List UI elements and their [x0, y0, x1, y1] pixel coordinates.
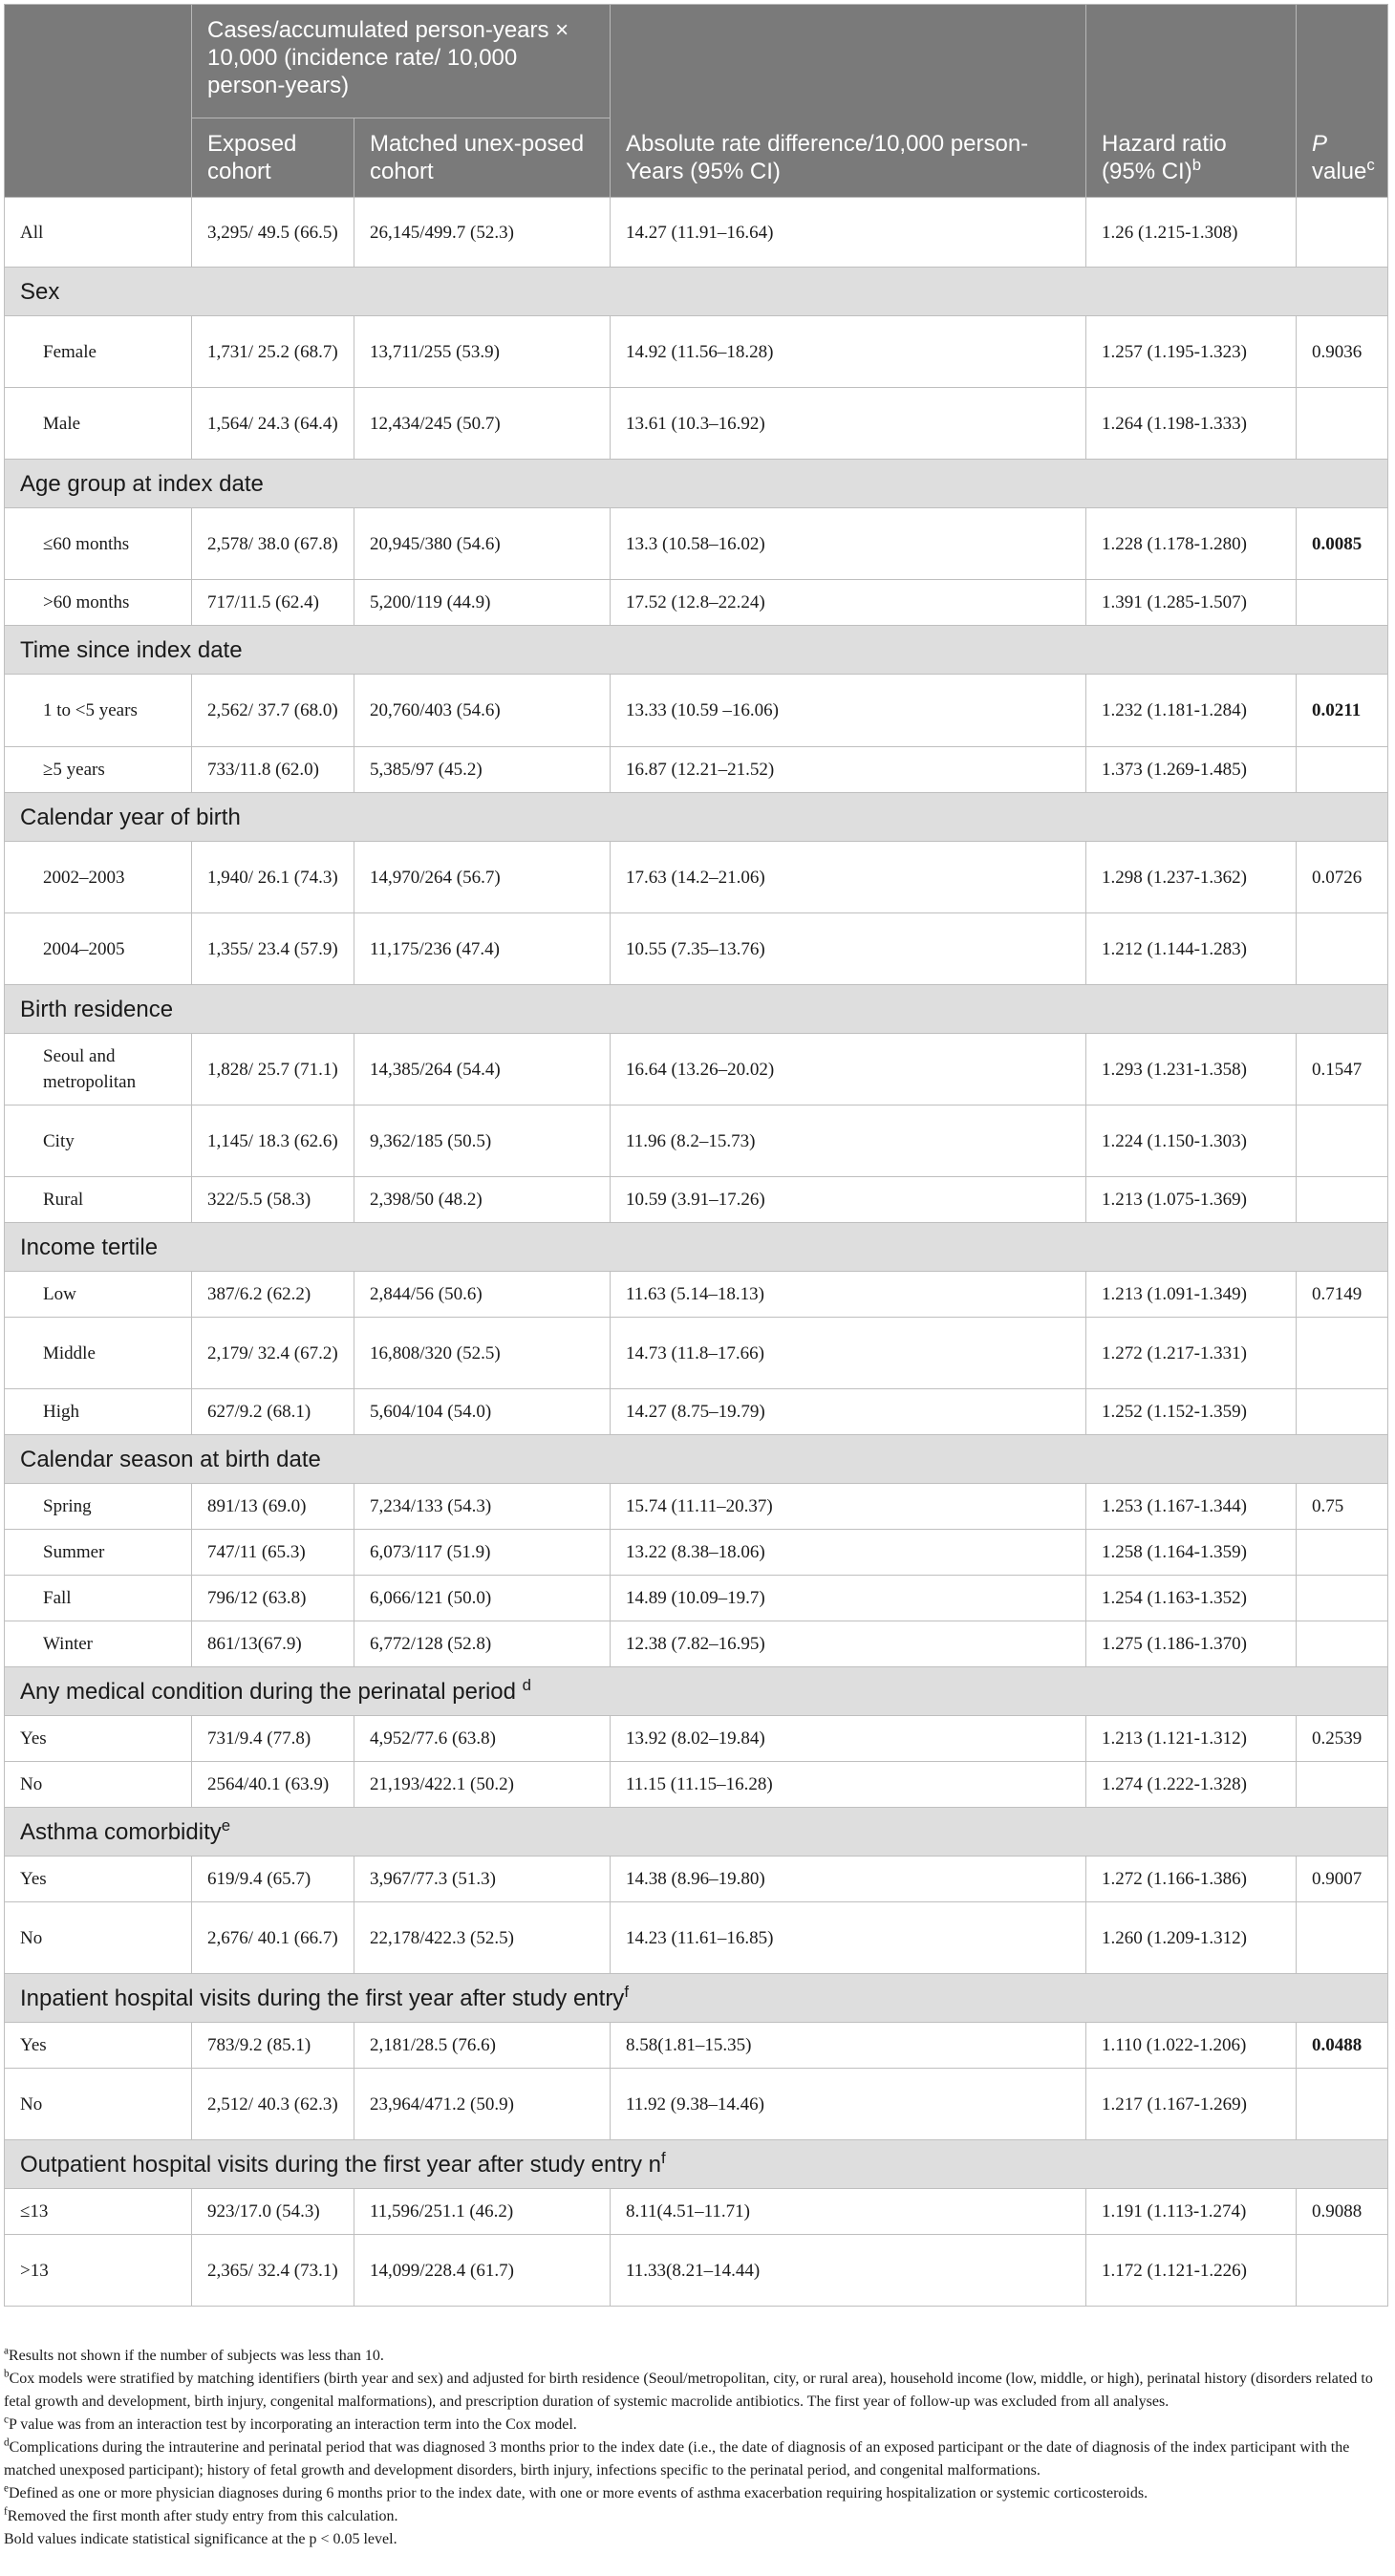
cell-p-value: 0.7149 — [1297, 1272, 1388, 1318]
cell-unexposed: 23,964/471.2 (50.9) — [354, 2069, 611, 2140]
cell-p-value — [1297, 1318, 1388, 1389]
cell-p-value — [1297, 1106, 1388, 1177]
table-row — [5, 1484, 1388, 1530]
cell-exposed: 2,562/ 37.7 (68.0) — [192, 675, 354, 747]
cell-p-value: 0.0211 — [1297, 675, 1388, 747]
header-hazard-ratio: Hazard ratio (95% CI)$^b$ — [1086, 5, 1297, 198]
cell-hazard-ratio: 1.232 (1.181-1.284) — [1086, 675, 1297, 747]
cell-p-value — [1297, 1389, 1388, 1435]
cell-unexposed: 5,200/119 (44.9) — [354, 580, 611, 626]
footnote: $^c$P value was from an interaction test by incorporating an interaction term into the Cox model. — [4, 2414, 577, 2433]
cell-hazard-ratio: 1.252 (1.152-1.359) — [1086, 1389, 1297, 1435]
section-row — [5, 1808, 1388, 1857]
cell-unexposed: 3,967/77.3 (51.3) — [354, 1857, 611, 1902]
table-row — [5, 2069, 1388, 2140]
cell-hazard-ratio: 1.264 (1.198-1.333) — [1086, 388, 1297, 460]
cell-exposed: 861/13(67.9) — [192, 1621, 354, 1667]
cell-unexposed: 22,178/422.3 (52.5) — [354, 1902, 611, 1974]
footnote: $^b$Cox models were stratified by matching identifiers (birth year and sex) and adjusted for birth residence (Seoul/metropolitan, city, or rural area), household income (low, middle, or high), perinatal history (disorders related to fetal growth and development, birth injury, congenital malformations), and prescription duration of systemic macrolide antibiotics. The first year of follow-up was excluded from all analyses. — [4, 2368, 1373, 2410]
cell-label: Male — [5, 388, 192, 460]
cell-absolute-rate-difference: 14.73 (11.8–17.66) — [611, 1318, 1086, 1389]
table-row — [5, 1318, 1388, 1389]
cell-unexposed: 13,711/255 (53.9) — [354, 316, 611, 388]
cell-p-value — [1297, 1621, 1388, 1667]
cell-absolute-rate-difference: 13.61 (10.3–16.92) — [611, 388, 1086, 460]
cell-hazard-ratio: 1.258 (1.164-1.359) — [1086, 1530, 1297, 1576]
cell-p-value — [1297, 580, 1388, 626]
cell-unexposed: 12,434/245 (50.7) — [354, 388, 611, 460]
table-row — [5, 1902, 1388, 1974]
cell-hazard-ratio: 1.228 (1.178-1.280) — [1086, 508, 1297, 580]
cell-label: Seoul and metropolitan — [5, 1034, 192, 1106]
cell-absolute-rate-difference: 11.96 (8.2–15.73) — [611, 1106, 1086, 1177]
table-row — [5, 1389, 1388, 1435]
cell-exposed: 783/9.2 (85.1) — [192, 2023, 354, 2069]
cell-label: 2002–2003 — [5, 842, 192, 913]
cell-unexposed: 14,970/264 (56.7) — [354, 842, 611, 913]
section-title: Sex — [5, 268, 1388, 316]
cell-unexposed: 9,362/185 (50.5) — [354, 1106, 611, 1177]
section-title: Age group at index date — [5, 460, 1388, 508]
cell-label: Yes — [5, 2023, 192, 2069]
cell-p-value — [1297, 1902, 1388, 1974]
cell-absolute-rate-difference: 13.92 (8.02–19.84) — [611, 1716, 1086, 1762]
cell-absolute-rate-difference: 14.92 (11.56–18.28) — [611, 316, 1086, 388]
footnote: $^e$Defined as one or more physician diagnoses during 6 months prior to the index date, with one or more events of asthma exacerbation requiring hospitalization or systemic corticosteroids. — [4, 2482, 1148, 2501]
cell-unexposed: 2,181/28.5 (76.6) — [354, 2023, 611, 2069]
cell-label: Rural — [5, 1177, 192, 1223]
table-row — [5, 1716, 1388, 1762]
header-p-value: P value$^c$ — [1297, 5, 1388, 198]
table-row — [5, 1034, 1388, 1106]
header-unexposed-cohort: Matched unex-posed cohort — [354, 118, 611, 198]
results-table — [4, 4, 1388, 2307]
cell-label: >13 — [5, 2235, 192, 2307]
cell-unexposed: 6,772/128 (52.8) — [354, 1621, 611, 1667]
section-title: Calendar year of birth — [5, 793, 1388, 842]
cell-exposed: 2,676/ 40.1 (66.7) — [192, 1902, 354, 1974]
table-row — [5, 747, 1388, 793]
footnote: Bold values indicate statistical significance at the p < 0.05 level. — [4, 2531, 397, 2547]
cell-exposed: 619/9.4 (65.7) — [192, 1857, 354, 1902]
section-title: Any medical condition during the perinatal period $^d$ — [5, 1667, 1388, 1716]
cell-absolute-rate-difference: 17.63 (14.2–21.06) — [611, 842, 1086, 913]
cell-hazard-ratio: 1.213 (1.121-1.312) — [1086, 1716, 1297, 1762]
cell-exposed: 891/13 (69.0) — [192, 1484, 354, 1530]
cell-exposed: 3,295/ 49.5 (66.5) — [192, 198, 354, 268]
cell-absolute-rate-difference: 14.89 (10.09–19.7) — [611, 1576, 1086, 1621]
cell-unexposed: 16,808/320 (52.5) — [354, 1318, 611, 1389]
cell-hazard-ratio: 1.254 (1.163-1.352) — [1086, 1576, 1297, 1621]
table-row — [5, 1177, 1388, 1223]
cell-unexposed: 20,945/380 (54.6) — [354, 508, 611, 580]
header-exposed-cohort: Exposed cohort — [192, 118, 354, 198]
cell-label: High — [5, 1389, 192, 1435]
table-row — [5, 1762, 1388, 1808]
cell-absolute-rate-difference: 14.23 (11.61–16.85) — [611, 1902, 1086, 1974]
cell-unexposed: 5,385/97 (45.2) — [354, 747, 611, 793]
cell-absolute-rate-difference: 13.22 (8.38–18.06) — [611, 1530, 1086, 1576]
cell-hazard-ratio: 1.293 (1.231-1.358) — [1086, 1034, 1297, 1106]
cell-p-value — [1297, 1177, 1388, 1223]
cell-hazard-ratio: 1.212 (1.144-1.283) — [1086, 913, 1297, 985]
cell-unexposed: 2,398/50 (48.2) — [354, 1177, 611, 1223]
cell-exposed: 627/9.2 (68.1) — [192, 1389, 354, 1435]
cell-absolute-rate-difference: 8.11(4.51–11.71) — [611, 2189, 1086, 2235]
cell-unexposed: 6,066/121 (50.0) — [354, 1576, 611, 1621]
cell-p-value: 0.75 — [1297, 1484, 1388, 1530]
cell-hazard-ratio: 1.172 (1.121-1.226) — [1086, 2235, 1297, 2307]
table-row — [5, 1272, 1388, 1318]
cell-absolute-rate-difference: 15.74 (11.11–20.37) — [611, 1484, 1086, 1530]
cell-label: ≥5 years — [5, 747, 192, 793]
cell-exposed: 717/11.5 (62.4) — [192, 580, 354, 626]
section-row — [5, 985, 1388, 1034]
cell-absolute-rate-difference: 13.33 (10.59 –16.06) — [611, 675, 1086, 747]
section-row — [5, 626, 1388, 675]
table-row — [5, 2235, 1388, 2307]
cell-hazard-ratio: 1.191 (1.113-1.274) — [1086, 2189, 1297, 2235]
table-row — [5, 842, 1388, 913]
cell-absolute-rate-difference: 11.15 (11.15–16.28) — [611, 1762, 1086, 1808]
cell-exposed: 1,145/ 18.3 (62.6) — [192, 1106, 354, 1177]
cell-unexposed: 21,193/422.1 (50.2) — [354, 1762, 611, 1808]
cell-exposed: 2,179/ 32.4 (67.2) — [192, 1318, 354, 1389]
footnotes — [4, 2345, 1391, 2551]
cell-unexposed: 20,760/403 (54.6) — [354, 675, 611, 747]
cell-p-value — [1297, 1762, 1388, 1808]
cell-absolute-rate-difference: 13.3 (10.58–16.02) — [611, 508, 1086, 580]
cell-label: Female — [5, 316, 192, 388]
cell-absolute-rate-difference: 14.27 (8.75–19.79) — [611, 1389, 1086, 1435]
cell-unexposed: 5,604/104 (54.0) — [354, 1389, 611, 1435]
table-header — [5, 5, 1388, 198]
table-row — [5, 1857, 1388, 1902]
cell-exposed: 2,512/ 40.3 (62.3) — [192, 2069, 354, 2140]
header-blank — [5, 5, 192, 198]
section-title: Inpatient hospital visits during the first year after study entry$^f$ — [5, 1974, 1388, 2023]
cell-unexposed: 7,234/133 (54.3) — [354, 1484, 611, 1530]
cell-label: Yes — [5, 1716, 192, 1762]
cell-unexposed: 2,844/56 (50.6) — [354, 1272, 611, 1318]
cell-exposed: 1,355/ 23.4 (57.9) — [192, 913, 354, 985]
cell-exposed: 2564/40.1 (63.9) — [192, 1762, 354, 1808]
cell-exposed: 1,940/ 26.1 (74.3) — [192, 842, 354, 913]
footnote: $^f$Removed the first month after study entry from this calculation. — [4, 2505, 398, 2524]
cell-hazard-ratio: 1.26 (1.215-1.308) — [1086, 198, 1297, 268]
cell-hazard-ratio: 1.213 (1.091-1.349) — [1086, 1272, 1297, 1318]
section-title: Calendar season at birth date — [5, 1435, 1388, 1484]
cell-unexposed: 14,385/264 (54.4) — [354, 1034, 611, 1106]
cell-label: City — [5, 1106, 192, 1177]
cell-hazard-ratio: 1.391 (1.285-1.507) — [1086, 580, 1297, 626]
footnote: $^d$Complications during the intrauterine and perinatal period that was diagnosed 3 months prior to the index date (i.e., the date of diagnosis of an exposed participant or the date of diagnosis of the index participant with the matched unexposed participant); history of fetal growth and development disorders, birth injury, infections specific to the perinatal period, and congenital malformations. — [4, 2436, 1350, 2479]
cell-unexposed: 14,099/228.4 (61.7) — [354, 2235, 611, 2307]
cell-label: Fall — [5, 1576, 192, 1621]
cell-absolute-rate-difference: 12.38 (7.82–16.95) — [611, 1621, 1086, 1667]
cell-hazard-ratio: 1.253 (1.167-1.344) — [1086, 1484, 1297, 1530]
cell-p-value — [1297, 198, 1388, 268]
section-row — [5, 268, 1388, 316]
cell-absolute-rate-difference: 10.59 (3.91–17.26) — [611, 1177, 1086, 1223]
table-row — [5, 198, 1388, 268]
cell-p-value — [1297, 747, 1388, 793]
cell-hazard-ratio: 1.260 (1.209-1.312) — [1086, 1902, 1297, 1974]
cell-label: ≤60 months — [5, 508, 192, 580]
footnote: $^a$Results not shown if the number of subjects was less than 10. — [4, 2345, 384, 2364]
section-title: Birth residence — [5, 985, 1388, 1034]
header-row-1 — [5, 5, 1388, 118]
cell-absolute-rate-difference: 11.63 (5.14–18.13) — [611, 1272, 1086, 1318]
cell-hazard-ratio: 1.224 (1.150-1.303) — [1086, 1106, 1297, 1177]
cell-p-value: 0.9036 — [1297, 316, 1388, 388]
section-row — [5, 460, 1388, 508]
cell-label: No — [5, 2069, 192, 2140]
cell-hazard-ratio: 1.275 (1.186-1.370) — [1086, 1621, 1297, 1667]
table-row — [5, 580, 1388, 626]
cell-label: Winter — [5, 1621, 192, 1667]
table-row — [5, 508, 1388, 580]
cell-p-value: 0.0488 — [1297, 2023, 1388, 2069]
table-row — [5, 388, 1388, 460]
cell-unexposed: 4,952/77.6 (63.8) — [354, 1716, 611, 1762]
table-row — [5, 675, 1388, 747]
cell-p-value: 0.0726 — [1297, 842, 1388, 913]
table-row — [5, 316, 1388, 388]
cell-unexposed: 11,175/236 (47.4) — [354, 913, 611, 985]
cell-p-value: 0.1547 — [1297, 1034, 1388, 1106]
cell-absolute-rate-difference: 16.87 (12.21–21.52) — [611, 747, 1086, 793]
cell-exposed: 733/11.8 (62.0) — [192, 747, 354, 793]
cell-exposed: 387/6.2 (62.2) — [192, 1272, 354, 1318]
section-title: Time since index date — [5, 626, 1388, 675]
table-body — [5, 198, 1388, 2307]
section-title: Asthma comorbidity$^e$ — [5, 1808, 1388, 1857]
cell-p-value — [1297, 2069, 1388, 2140]
cell-label: >60 months — [5, 580, 192, 626]
cell-hazard-ratio: 1.373 (1.269-1.485) — [1086, 747, 1297, 793]
cell-label: Summer — [5, 1530, 192, 1576]
cell-p-value: 0.2539 — [1297, 1716, 1388, 1762]
cell-exposed: 796/12 (63.8) — [192, 1576, 354, 1621]
table-row — [5, 2189, 1388, 2235]
section-row — [5, 2140, 1388, 2189]
cell-hazard-ratio: 1.274 (1.222-1.328) — [1086, 1762, 1297, 1808]
section-row — [5, 1435, 1388, 1484]
cell-absolute-rate-difference: 17.52 (12.8–22.24) — [611, 580, 1086, 626]
cell-p-value — [1297, 388, 1388, 460]
cell-hazard-ratio: 1.298 (1.237-1.362) — [1086, 842, 1297, 913]
cell-exposed: 1,828/ 25.7 (71.1) — [192, 1034, 354, 1106]
cell-exposed: 747/11 (65.3) — [192, 1530, 354, 1576]
cell-hazard-ratio: 1.213 (1.075-1.369) — [1086, 1177, 1297, 1223]
cell-unexposed: 11,596/251.1 (46.2) — [354, 2189, 611, 2235]
section-title: Outpatient hospital visits during the first year after study entry $n^f$ — [5, 2140, 1388, 2189]
cell-label: ≤13 — [5, 2189, 192, 2235]
section-row — [5, 1974, 1388, 2023]
cell-label: Yes — [5, 1857, 192, 1902]
cell-hazard-ratio: 1.272 (1.217-1.331) — [1086, 1318, 1297, 1389]
cell-label: All — [5, 198, 192, 268]
cell-label: Spring — [5, 1484, 192, 1530]
cell-hazard-ratio: 1.272 (1.166-1.386) — [1086, 1857, 1297, 1902]
cell-label: Low — [5, 1272, 192, 1318]
cell-hazard-ratio: 1.257 (1.195-1.323) — [1086, 316, 1297, 388]
cell-exposed: 731/9.4 (77.8) — [192, 1716, 354, 1762]
cell-p-value: 0.9007 — [1297, 1857, 1388, 1902]
cell-p-value — [1297, 1530, 1388, 1576]
section-title: Income tertile — [5, 1223, 1388, 1272]
table-row — [5, 1530, 1388, 1576]
cell-absolute-rate-difference: 14.38 (8.96–19.80) — [611, 1857, 1086, 1902]
cell-absolute-rate-difference: 11.92 (9.38–14.46) — [611, 2069, 1086, 2140]
cell-label: 1 to <5 years — [5, 675, 192, 747]
cell-p-value — [1297, 1576, 1388, 1621]
cell-label: No — [5, 1762, 192, 1808]
cell-exposed: 1,731/ 25.2 (68.7) — [192, 316, 354, 388]
section-row — [5, 1223, 1388, 1272]
header-group-cases: Cases/accumulated person-years × 10,000 (incidence rate/ 10,000 person-years) — [192, 5, 611, 118]
cell-exposed: 2,365/ 32.4 (73.1) — [192, 2235, 354, 2307]
cell-p-value — [1297, 2235, 1388, 2307]
cell-absolute-rate-difference: 8.58(1.81–15.35) — [611, 2023, 1086, 2069]
cell-absolute-rate-difference: 14.27 (11.91–16.64) — [611, 198, 1086, 268]
cell-hazard-ratio: 1.217 (1.167-1.269) — [1086, 2069, 1297, 2140]
cell-label: No — [5, 1902, 192, 1974]
cell-label: 2004–2005 — [5, 913, 192, 985]
section-row — [5, 793, 1388, 842]
cell-p-value: 0.9088 — [1297, 2189, 1388, 2235]
table-row — [5, 1106, 1388, 1177]
cell-absolute-rate-difference: 11.33(8.21–14.44) — [611, 2235, 1086, 2307]
cell-exposed: 923/17.0 (54.3) — [192, 2189, 354, 2235]
cell-hazard-ratio: 1.110 (1.022-1.206) — [1086, 2023, 1297, 2069]
table-row — [5, 1621, 1388, 1667]
cell-unexposed: 26,145/499.7 (52.3) — [354, 198, 611, 268]
cell-label: Middle — [5, 1318, 192, 1389]
cell-p-value: 0.0085 — [1297, 508, 1388, 580]
section-row — [5, 1667, 1388, 1716]
cell-absolute-rate-difference: 10.55 (7.35–13.76) — [611, 913, 1086, 985]
table-row — [5, 2023, 1388, 2069]
cell-exposed: 2,578/ 38.0 (67.8) — [192, 508, 354, 580]
table-row — [5, 913, 1388, 985]
cell-exposed: 1,564/ 24.3 (64.4) — [192, 388, 354, 460]
cell-exposed: 322/5.5 (58.3) — [192, 1177, 354, 1223]
header-absolute-rate-difference: Absolute rate difference/10,000 person-Years (95% CI) — [611, 5, 1086, 198]
cell-p-value — [1297, 913, 1388, 985]
cell-unexposed: 6,073/117 (51.9) — [354, 1530, 611, 1576]
cell-absolute-rate-difference: 16.64 (13.26–20.02) — [611, 1034, 1086, 1106]
table-row — [5, 1576, 1388, 1621]
